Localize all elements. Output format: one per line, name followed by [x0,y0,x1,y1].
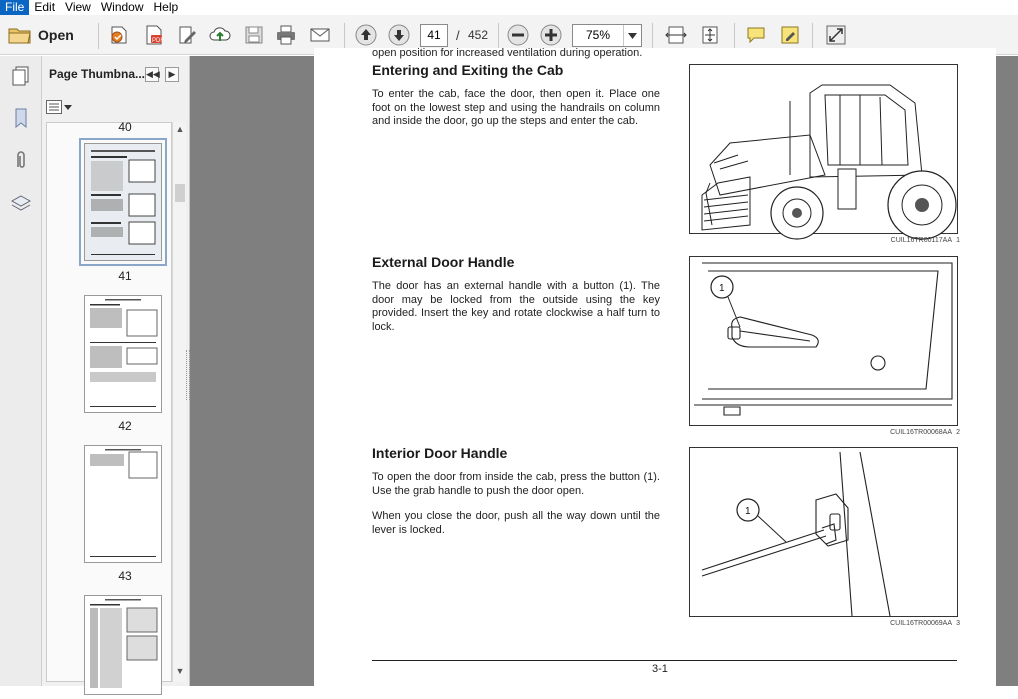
highlight-button[interactable] [778,23,802,47]
create-pdf-button[interactable] [108,23,132,47]
zoom-value: 75% [585,28,611,42]
toolbar-separator [98,23,99,49]
thumbnail-page-number: 43 [118,569,132,583]
page-label: 3-1 [652,663,668,675]
save-disk-icon [243,24,265,46]
pdf-export-icon [143,24,165,46]
section-body: To open the door from inside the cab, press the button (1). Use the grab handle to push the door open. [372,471,660,497]
pdf-page [314,48,996,694]
thumbnail-page-number: 40 [118,120,132,134]
comment-button[interactable] [744,23,768,47]
thumbnail-page-number: 41 [118,269,132,283]
envelope-icon [309,24,331,46]
open-label: Open [38,27,74,43]
svg-text:PDF: PDF [152,38,164,44]
toolbar-separator [812,23,813,49]
callout-number: 1 [745,506,751,517]
export-pdf-button[interactable] [142,23,166,47]
menu-help[interactable]: Help [153,0,179,14]
fit-page-button[interactable] [698,23,722,47]
toolbar-separator [498,23,499,49]
previous-page-button[interactable] [354,23,378,47]
thumbnail-scrollbar[interactable] [172,122,186,682]
next-page-button[interactable] [387,23,411,47]
figure-caption: CUIL16TR00068AA [890,429,952,436]
thumbnail-page-41[interactable] [84,143,162,261]
tractor-cab-figure [689,64,958,234]
figure-number: 3 [956,620,960,627]
menu-bar [0,0,1018,15]
page-separator: / [456,28,460,43]
section-body: To enter the cab, face the door, then open it. Place one foot on the lowest step and using the handrails on column and inside the door, go up the steps and enter the cab. [372,88,660,127]
list-options-icon [46,100,62,114]
section-body-second: When you close the door, push all the way down until the lever is locked. [372,510,660,536]
cut-off-text: open position for increased ventilation during operation. [372,47,643,59]
menu-window[interactable]: Window [100,0,144,14]
interior-handle-illustration [690,448,959,618]
full-screen-button[interactable] [824,23,848,47]
figure-number: 1 [956,237,960,244]
bookmark-icon [10,107,32,129]
fit-width-icon [665,24,687,46]
thumbnail-page-number: 42 [118,419,132,433]
pencil-edit-icon [177,24,199,46]
zoom-level-select[interactable] [572,24,642,47]
menu-view[interactable]: View [65,0,91,14]
toolbar-separator [652,23,653,49]
thumbnail-page-42[interactable] [84,295,162,413]
printer-icon [275,24,297,46]
expand-icon [825,24,847,46]
thumbnail-options-button[interactable] [46,100,72,114]
collapse-panel-icon[interactable]: ◀◀ [145,67,159,82]
figure-caption: CUIL16TR00117AA [890,237,952,244]
document-view [190,47,1018,686]
fit-page-icon [699,24,721,46]
create-pdf-icon [109,24,131,46]
highlight-pen-icon [779,24,801,46]
page-number-input[interactable]: 41 [420,24,448,47]
external-handle-figure [689,256,958,426]
page-44-preview-icon [85,596,161,694]
thumbnail-panel-title: Page Thumbna... [49,67,146,81]
navigation-rail [0,56,42,686]
expand-panel-icon[interactable]: ▶ [165,67,179,82]
edit-pdf-button[interactable] [176,23,200,47]
scroll-up-icon[interactable]: ▲ [175,124,185,134]
thumbnail-page-44[interactable] [84,595,162,695]
attachments-tab[interactable] [9,148,33,172]
section-heading: External Door Handle [372,254,515,270]
interior-handle-figure [689,447,958,617]
figure-caption: CUIL16TR00069AA [890,620,952,627]
menu-file[interactable]: File [0,0,29,15]
thumbnail-list [46,122,172,682]
menu-edit[interactable]: Edit [34,0,56,14]
section-heading: Entering and Exiting the Cab [372,62,564,78]
email-button[interactable] [308,23,332,47]
arrow-down-circle-icon [388,24,410,46]
page-43-preview-icon [85,446,161,562]
tractor-illustration [690,65,959,235]
cloud-upload-icon [209,24,231,46]
chevron-down-icon[interactable] [623,25,641,46]
save-button[interactable] [242,23,266,47]
zoom-in-button[interactable] [539,23,563,47]
thumbnail-page-43[interactable] [84,445,162,563]
thumbnail-panel [42,56,190,686]
scrollbar-thumb[interactable] [175,184,185,202]
bookmarks-tab[interactable] [9,106,33,130]
page-thumbnails-tab[interactable] [9,64,33,88]
page-total-count: 452 [468,28,489,42]
section-body: The door has an external handle with a button (1). The door may be locked from the outside using the key provided. Insert the key and rotate clockwise a half turn to lock. [372,280,660,333]
open-button[interactable] [8,23,74,47]
fit-width-button[interactable] [664,23,688,47]
arrow-up-circle-icon [355,24,377,46]
external-handle-illustration [690,257,959,427]
figure-number: 2 [956,429,960,436]
thumbnail-panel-header [42,56,190,92]
paperclip-icon [10,149,32,171]
page-42-preview-icon [85,296,161,412]
minus-circle-icon [507,24,529,46]
page-41-preview-icon [85,144,161,260]
chevron-down-icon [64,105,72,110]
speech-bubble-icon [745,24,767,46]
zoom-out-button[interactable] [506,23,530,47]
plus-circle-icon [540,24,562,46]
section-heading: Interior Door Handle [372,445,508,461]
pages-icon [10,65,32,87]
folder-icon [8,25,32,45]
layers-tab[interactable] [9,192,33,216]
callout-number: 1 [719,283,725,294]
toolbar-separator [734,23,735,49]
print-button[interactable] [274,23,298,47]
footer-rule [372,660,957,661]
upload-cloud-button[interactable] [208,23,232,47]
toolbar-separator [344,23,345,49]
layers-icon [10,193,32,215]
scroll-down-icon[interactable]: ▼ [175,666,185,676]
